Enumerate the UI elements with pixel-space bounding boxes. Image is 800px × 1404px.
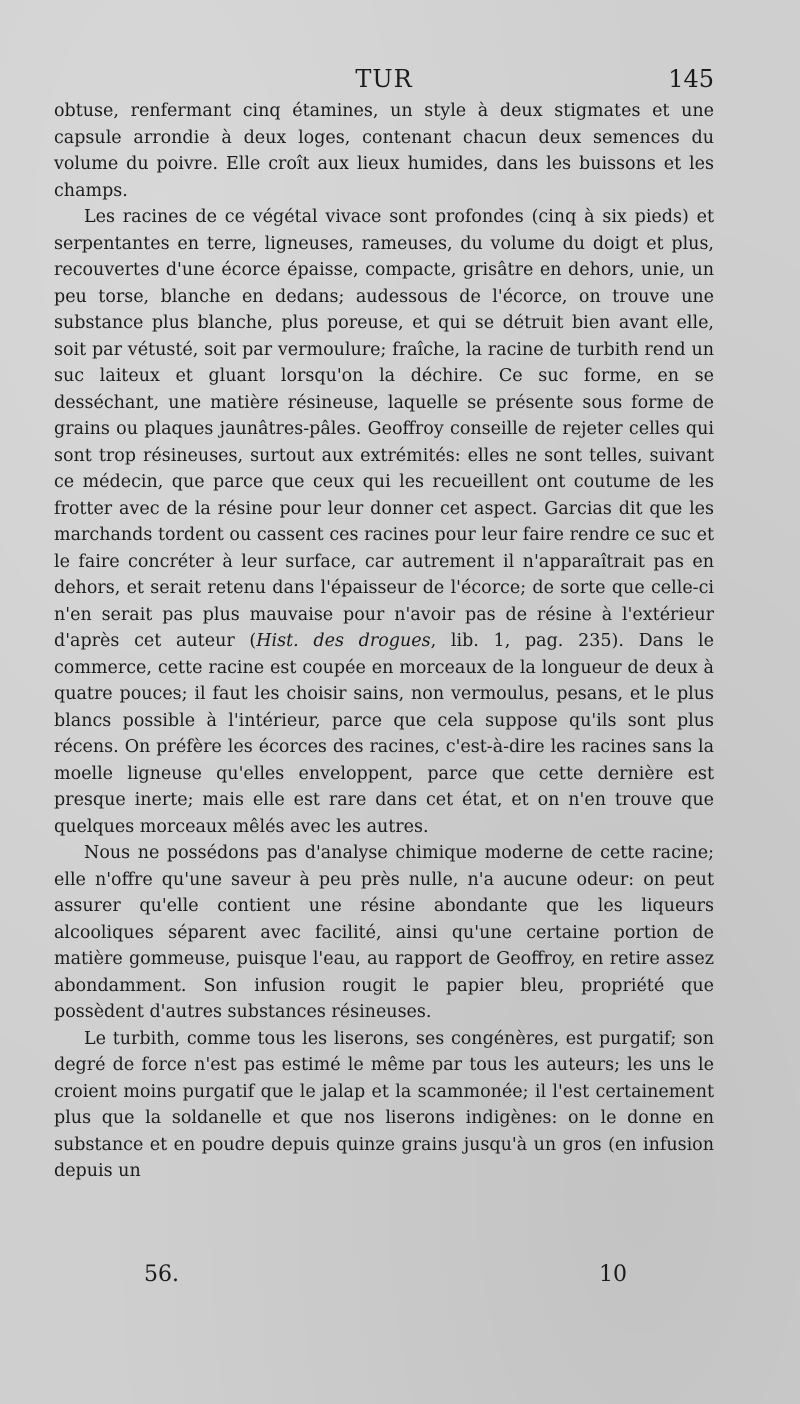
running-head [54, 62, 714, 96]
paragraph-4: Le turbith, comme tous les liserons, ses congénères, est purgatif; son degré de force n'est pas estimé le même par tous les auteurs; les uns le croient moins purgatif que le jalap et la scammonée; il l'est certainement plus que la soldanelle et que nos liserons indigènes: on le donne en substance et en poudre depuis quinze grains jusqu'à un gros (en infusion depuis un [54, 1028, 714, 1181]
paragraph-3: Nous ne possédons pas d'analyse chimique moderne de cette racine; elle n'offre qu'une saveur à peu près nulle, n'a aucune odeur: on peut assurer qu'elle contient une résine abondante que les liqueurs alcooliques séparent avec facilité, ainsi qu'une certaine portion de matière gommeuse, puisque l'eau, au rapport de Geoffroy, en retire assez abondamment. Son infusion rougit le papier bleu, propriété que possèdent d'autres substances résineuses. [54, 843, 714, 1022]
paragraph-2 [54, 204, 714, 840]
page-number: 145 [668, 65, 714, 93]
paragraph-2-text-after: , lib. 1, pag. 235). Dans le commerce, cette racine est coupée en morceaux de la longueur de deux à quatre pouces; il faut les choisir sains, non vermoulus, pesans, et le plus blancs possible à l'intérieur, parce que cela suppose qu'ils sont plus récens. On préfère les écorces des racines, c'est-à-dire les racines sans la moelle ligneuse qu'elles enveloppent, parce que cette dernière est presque inerte; mais elle est rare dans cet état, et on n'en trouve que quelques morceaux mêlés avec les autres. [54, 631, 714, 837]
sheet-number: 10 [599, 1262, 627, 1287]
body-text [54, 98, 714, 1185]
page-footer [54, 1262, 714, 1292]
paragraph-1: obtuse, renfermant cinq étamines, un style à deux stigmates et une capsule arrondie à deux loges, contenant chacun deux semences du volume du poivre. Elle croît aux lieux humides, dans les buissons et les champs. [54, 101, 714, 201]
signature-mark: 56. [144, 1262, 179, 1287]
running-head-word: TUR [355, 65, 413, 93]
paragraph-2-text: Les racines de ce végétal vivace sont profondes (cinq à six pieds) et serpentantes en terre, ligneuses, rameuses, du volume du doigt et plus, recouvertes d'une écorce épaisse, compacte, grisâtre en dehors, unie, un peu torse, blanche en dedans; audessous de l'écorce, on trouve une substance plus blanche, plus poreuse, et qui se détruit bien avant elle, soit par vétusté, soit par vermoulure; fraîche, la racine de turbith rend un suc laiteux et gluant lorsqu'on la déchire. Ce suc forme, en se desséchant, une matière résineuse, laquelle se présente sous forme de grains ou plaques jaunâtres-pâles. Geoffroy conseille de rejeter celles qui sont trop résineuses, surtout aux extrémités: elles ne sont telles, suivant ce médecin, que parce que ceux qui les recueillent ont coutume de les frotter avec de la résine pour leur donner cet aspect. Garcias dit que les marchands tordent ou cassent ces racines pour leur faire rendre ce suc et le faire concréter à leur surface, car autrement il n'apparaîtrait pas en dehors, et serait retenu dans l'épaisseur de l'écorce; de sorte que celle-ci n'en serait pas plus mauvaise pour n'avoir pas de résine à l'extérieur d'après cet auteur ( [54, 207, 714, 651]
citation-title: Hist. des drogues [256, 631, 431, 651]
